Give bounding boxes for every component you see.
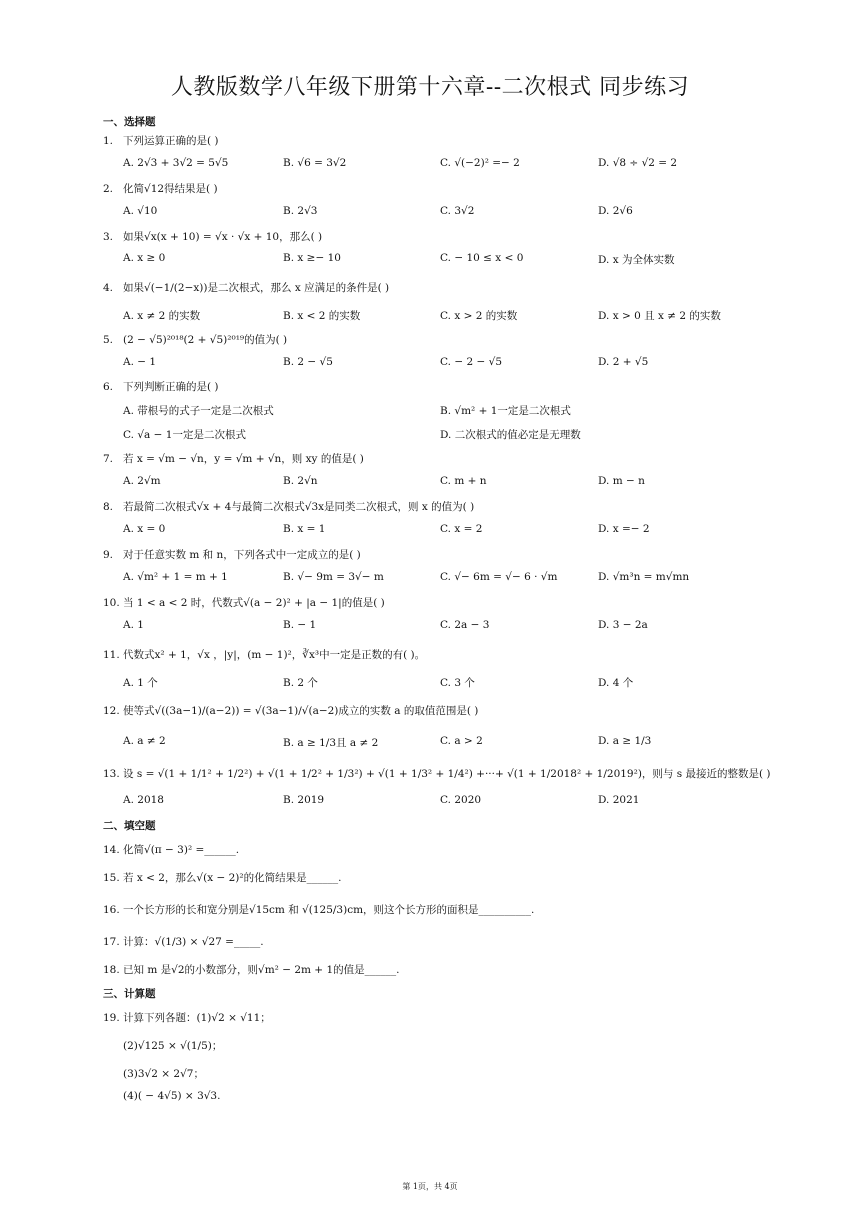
option: B. 2 − √5 — [283, 356, 333, 368]
page-title: 人教版数学八年级下册第十六章--二次根式 同步练习 — [170, 75, 690, 100]
option: B. √− 9m = 3√− m — [283, 571, 384, 583]
option: D. 3 − 2a — [598, 619, 648, 631]
question-16: 16. 一个长方形的长和宽分别是√15cm 和 √(125/3)cm，则这个长方形的面积是__________. — [103, 904, 535, 916]
option: A. 2√3 + 3√2 = 5√5 — [123, 157, 229, 169]
option: A. x ≠ 2 的实数 — [123, 310, 201, 322]
question-5: 5. (2 − √5)²⁰¹⁸(2 + √5)²⁰¹⁹的值为( ) — [103, 334, 288, 346]
question-11: 11. 代数式x² + 1，√x ，|y|，(m − 1)²，∛x³中一定是正数的有( )。 — [103, 649, 426, 661]
option: D. 2 + √5 — [598, 356, 649, 368]
option: B. 2√n — [283, 475, 318, 487]
option: B. 2 个 — [283, 677, 318, 689]
question-15: 15. 若 x < 2，那么√(x − 2)²的化简结果是______. — [103, 872, 342, 884]
option: D. x > 0 且 x ≠ 2 的实数 — [598, 310, 721, 322]
option: C. x > 2 的实数 — [440, 310, 518, 322]
option: A. 带根号的式子一定是二次根式 — [123, 405, 274, 417]
question-9: 9. 对于任意实数 m 和 n，下列各式中一定成立的是( ) — [103, 549, 361, 561]
question-10: 10. 当 1 < a < 2 时，代数式√(a − 2)² + |a − 1|的值是( ) — [103, 597, 385, 609]
question-4: 4. 如果√(−1/(2−x))是二次根式，那么 x 应满足的条件是( ) — [103, 282, 390, 294]
option: B. x = 1 — [283, 523, 326, 535]
section-heading-choice: 一、选择题 — [103, 116, 156, 128]
option: C. m + n — [440, 475, 487, 487]
option: A. x = 0 — [123, 523, 166, 535]
option: A. 1 个 — [123, 677, 158, 689]
question-8: 8. 若最简二次根式√x + 4与最简二次根式√3x是同类二次根式，则 x 的值为( ) — [103, 501, 475, 513]
option: A. √m² + 1 = m + 1 — [123, 571, 228, 583]
option: D. √m³n = m√mn — [598, 571, 690, 583]
option: C. 2a − 3 — [440, 619, 490, 631]
option: A. x ≥ 0 — [123, 252, 166, 264]
option: A. a ≠ 2 — [123, 735, 166, 747]
option: D. 4 个 — [598, 677, 634, 689]
option: C. − 10 ≤ x < 0 — [440, 252, 524, 264]
option: B. x < 2 的实数 — [283, 310, 361, 322]
option: D. 2√6 — [598, 205, 633, 217]
option: A. 2018 — [123, 794, 164, 806]
question-17: 17. 计算：√(1/3) × √27 =_____. — [103, 936, 264, 948]
section-heading-calc: 三、计算题 — [103, 988, 156, 1000]
option: C. √(−2)² =− 2 — [440, 157, 520, 169]
option: C. 2020 — [440, 794, 482, 806]
option: C. √− 6m = √− 6 · √m — [440, 571, 558, 583]
question-12: 12. 使等式√((3a−1)/(a−2)) = √(3a−1)/√(a−2)成立的实数 a 的取值范围是( ) — [103, 705, 479, 717]
option: D. 2021 — [598, 794, 640, 806]
option: D. 二次根式的值必定是无理数 — [440, 429, 581, 441]
option: B. 2019 — [283, 794, 325, 806]
option: C. 3√2 — [440, 205, 475, 217]
option: D. √8 ÷ √2 = 2 — [598, 157, 678, 169]
option: D. x 为全体实数 — [598, 254, 675, 266]
question-3: 3. 如果√x(x + 10) = √x · √x + 10，那么( ) — [103, 231, 323, 243]
option: C. a > 2 — [440, 735, 483, 747]
question-13: 13. 设 s = √(1 + 1/1² + 1/2²) + √(1 + 1/2² + 1/3²) + √(1 + 1/3² + 1/4²) +···+ √(1 + 1/2018² + 1/2019²)，则与 s 最接近的整数是( ) — [103, 768, 771, 780]
sub-question: (3)3√2 × 2√7； — [123, 1068, 204, 1080]
question-19: 19. 计算下列各题：(1)√2 × √11； — [103, 1012, 271, 1024]
page-footer: 第 1页，共 4页 — [402, 1182, 458, 1191]
option: B. x ≥− 10 — [283, 252, 341, 264]
question-1: 1. 下列运算正确的是( ) — [103, 135, 219, 147]
question-7: 7. 若 x = √m − √n，y = √m + √n，则 xy 的值是( ) — [103, 453, 364, 465]
option: D. m − n — [598, 475, 645, 487]
option: A. 1 — [123, 619, 144, 631]
section-heading-fill: 二、填空题 — [103, 820, 156, 832]
question-2: 2. 化简√12得结果是( ) — [103, 183, 218, 195]
option: D. x =− 2 — [598, 523, 650, 535]
option: C. x = 2 — [440, 523, 483, 535]
question-6: 6. 下列判断正确的是( ) — [103, 381, 219, 393]
option: A. √10 — [123, 205, 158, 217]
question-14: 14. 化简√(π − 3)² =______. — [103, 844, 240, 856]
option: B. a ≥ 1/3且 a ≠ 2 — [283, 737, 379, 749]
option: B. √6 = 3√2 — [283, 157, 347, 169]
option: A. 2√m — [123, 475, 161, 487]
question-18: 18. 已知 m 是√2的小数部分，则√m² − 2m + 1的值是______. — [103, 964, 400, 976]
option: A. − 1 — [123, 356, 157, 368]
option: C. 3 个 — [440, 677, 475, 689]
option: B. 2√3 — [283, 205, 318, 217]
option: D. a ≥ 1/3 — [598, 735, 652, 747]
option: C. − 2 − √5 — [440, 356, 502, 368]
option: C. √a − 1一定是二次根式 — [123, 429, 246, 441]
option: B. √m² + 1一定是二次根式 — [440, 405, 571, 417]
sub-question: (2)√125 × √(1/5)； — [123, 1040, 223, 1052]
option: B. − 1 — [283, 619, 317, 631]
sub-question: (4)( − 4√5) × 3√3. — [123, 1090, 221, 1102]
